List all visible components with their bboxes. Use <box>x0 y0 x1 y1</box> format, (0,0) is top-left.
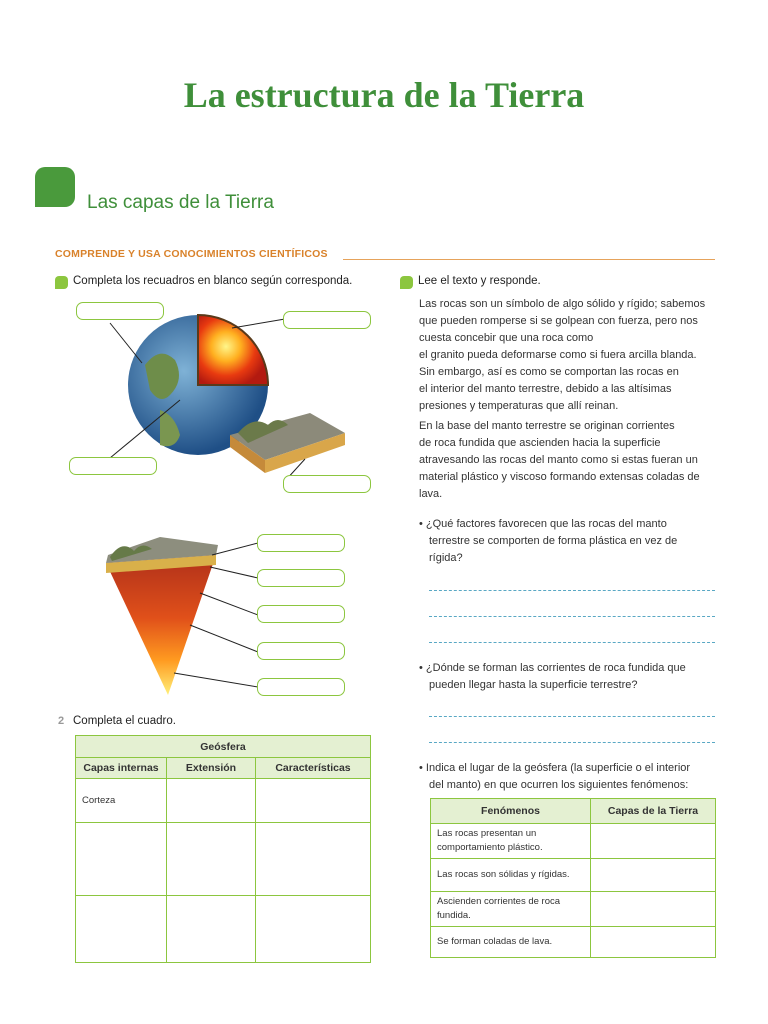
question-2: • ¿Dónde se forman las corrientes de roca fundida que pueden llegar hasta la superficie terrestre? <box>419 662 686 691</box>
earth-wedge-illustration <box>100 525 260 700</box>
table-row <box>431 892 716 927</box>
answer-line[interactable] <box>429 742 715 743</box>
label-box-wedge-2[interactable] <box>257 569 345 587</box>
table-row <box>76 779 371 823</box>
table-cell-input[interactable] <box>76 896 167 963</box>
table-cell-input[interactable] <box>167 779 256 823</box>
item-number: 2 <box>58 715 65 727</box>
phenomena-table <box>430 798 716 958</box>
label-box-wedge-1[interactable] <box>257 534 345 552</box>
table-cell: Ascienden corrientes de roca fundida. <box>431 892 591 927</box>
column-header: Capas internas <box>76 758 167 779</box>
competence-header: COMPRENDE Y USA CONOCIMIENTOS CIENTÍFICOS <box>55 248 328 260</box>
table-row <box>76 823 371 896</box>
table-cell-input[interactable] <box>167 896 256 963</box>
column-header: Extensión <box>167 758 256 779</box>
header-rule <box>343 259 715 260</box>
page-title: La estructura de la Tierra <box>183 75 585 115</box>
question-3: • Indica el lugar de la geósfera (la superficie o el interior del manto) en que ocurren los siguientes fenómenos: <box>419 762 691 791</box>
answer-line[interactable] <box>429 716 715 717</box>
table-cell-input[interactable] <box>591 892 716 927</box>
table-cell-input[interactable] <box>591 927 716 958</box>
section-tab-marker <box>35 167 75 207</box>
column-header: Características <box>256 758 371 779</box>
table-cell-input[interactable] <box>167 823 256 896</box>
table-cell-input[interactable] <box>76 823 167 896</box>
table-group-header: Geósfera <box>76 736 371 758</box>
bullet-marker <box>400 276 413 289</box>
table-cell-input[interactable] <box>591 824 716 859</box>
instruction-2: Completa el cuadro. <box>73 715 176 727</box>
label-box-crust[interactable] <box>76 302 164 320</box>
answer-line[interactable] <box>429 642 715 643</box>
instruction-right: Lee el texto y responde. <box>418 275 541 287</box>
label-box-wedge-4[interactable] <box>257 642 345 660</box>
label-box-mantle[interactable] <box>283 311 371 329</box>
table-row <box>431 824 716 859</box>
bullet-marker <box>55 276 68 289</box>
column-header: Fenómenos <box>431 799 591 824</box>
reading-paragraph-1: Las rocas son un símbolo de algo sólido y rígido; sabemos que pueden romperse si se golpean con fuerza, pero nos cuesta concebir que una roca como el granito pueda deformarse como si fuera arcilla blanda. Sin embargo, así es como se comportan las rocas en el interior del manto terrestre, debido a las altísimas presiones y temperaturas que allí reinan. <box>419 298 706 412</box>
table-cell-input[interactable] <box>256 779 371 823</box>
reading-paragraph-2: En la base del manto terrestre se originan corrientes de roca fundida que ascienden hacia la superficie atravesando las rocas del manto como si estas fueran un material plástico y viscoso formando extensas coladas de lava. <box>419 420 700 500</box>
question-1: • ¿Qué factores favorecen que las rocas del manto terrestre se comporten de forma plástica en vez de rígida? <box>419 518 678 564</box>
label-box-wedge-3[interactable] <box>257 605 345 623</box>
answer-line[interactable] <box>429 616 715 617</box>
answer-line[interactable] <box>429 590 715 591</box>
table-cell-input[interactable] <box>256 896 371 963</box>
label-box-core[interactable] <box>69 457 157 475</box>
geosphere-table <box>75 735 371 963</box>
label-box-wedge-5[interactable] <box>257 678 345 696</box>
table-cell-input[interactable] <box>591 859 716 892</box>
table-row <box>431 927 716 958</box>
label-box-surface[interactable] <box>283 475 371 493</box>
table-row <box>431 859 716 892</box>
table-cell: Se forman coladas de lava. <box>431 927 591 958</box>
table-row <box>76 896 371 963</box>
table-cell: Las rocas presentan un comportamiento plástico. <box>431 824 591 859</box>
instruction-1: Completa los recuadros en blanco según corresponda. <box>73 275 353 287</box>
column-header: Capas de la Tierra <box>591 799 716 824</box>
table-cell: Corteza <box>76 779 167 823</box>
section-title: Las capas de la Tierra <box>87 192 274 213</box>
table-cell: Las rocas son sólidas y rígidas. <box>431 859 591 892</box>
table-cell-input[interactable] <box>256 823 371 896</box>
